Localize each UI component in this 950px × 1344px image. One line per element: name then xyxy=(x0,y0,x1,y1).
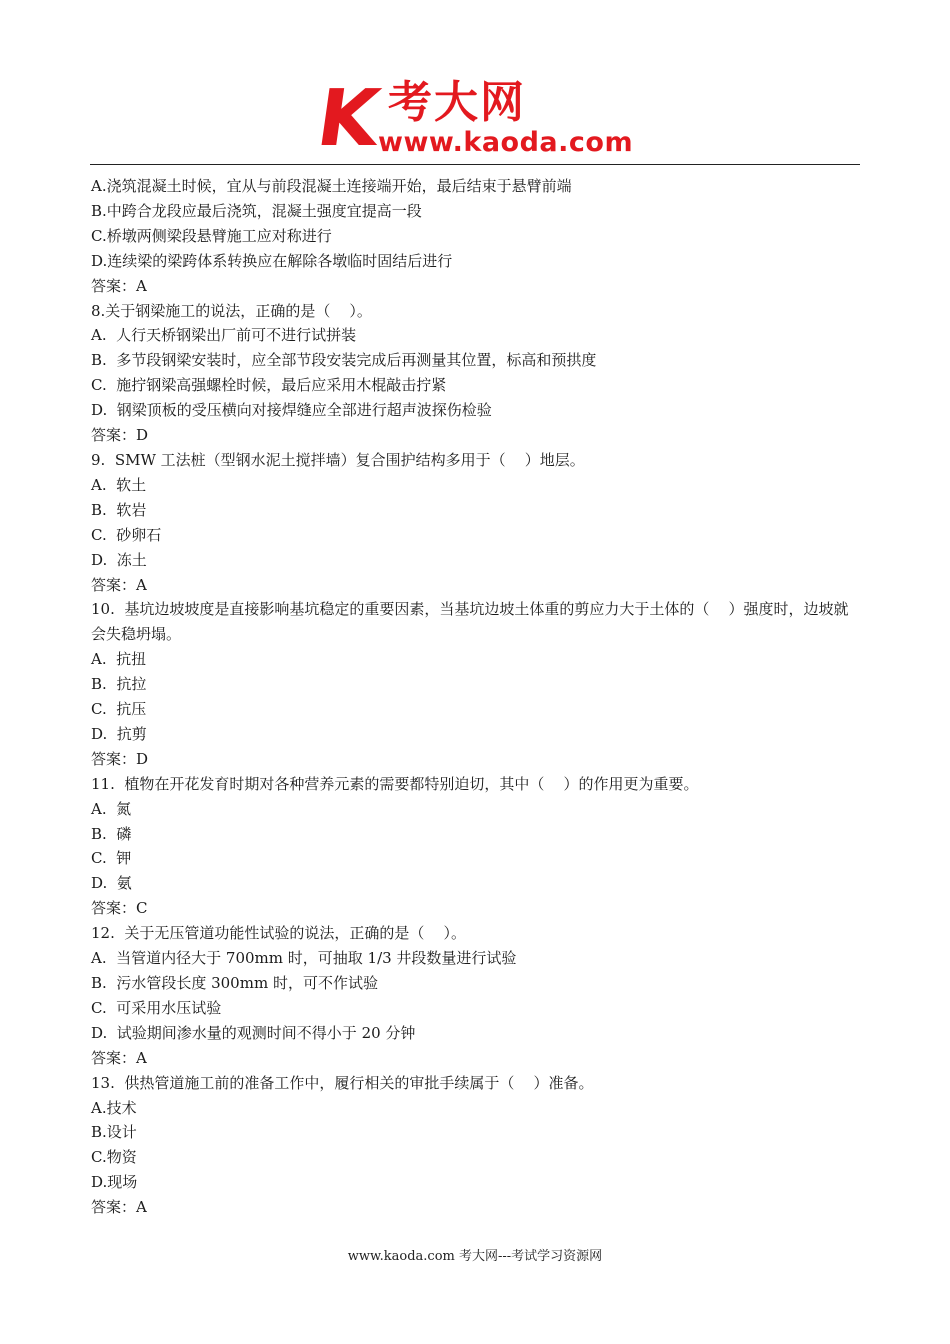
page-footer: www.kaoda.com 考大网---考试学习资源网 xyxy=(347,1249,603,1264)
answer-line: 答案：A xyxy=(91,1198,147,1217)
answer-line: 答案：A xyxy=(91,575,147,594)
option-line: C.物资 xyxy=(91,1148,137,1167)
option-line: B. 磷 xyxy=(91,824,132,843)
option-line: B. 污水管段长度 300mm 时，可不作试验 xyxy=(91,974,378,992)
option-line: B. 多节段钢梁安装时，应全部节段安装完成后再测量其位置，标高和预拱度 xyxy=(91,351,597,370)
option-line: D. 氨 xyxy=(91,874,132,893)
question-stem: 13. 供热管道施工前的准备工作中，履行相关的审批手续属于（ ）准备。 xyxy=(91,1073,594,1092)
option-line: C. 钾 xyxy=(91,849,132,868)
question-stem: 11. 植物在开花发育时期对各种营养元素的需要都特别迫切，其中（ ）的作用更为重要。 xyxy=(91,774,699,793)
option-line: C.桥墩两侧梁段悬臂施工应对称进行 xyxy=(91,226,332,245)
option-line: A.技术 xyxy=(91,1098,137,1117)
option-line: D. 钢梁顶板的受压横向对接焊缝应全部进行超声波探伤检验 xyxy=(91,401,492,420)
option-line: D.连续梁的梁跨体系转换应在解除各墩临时固结后进行 xyxy=(91,251,453,270)
kaoda-logo xyxy=(311,74,648,164)
option-line: C. 砂卵石 xyxy=(91,525,162,544)
option-line: A. 人行天桥钢梁出厂前可不进行试拼装 xyxy=(91,326,357,345)
header-divider xyxy=(90,164,860,165)
option-line: A. 氮 xyxy=(91,799,132,818)
option-line: D. 抗剪 xyxy=(91,724,147,743)
question-stem: 9. SMW 工法桩（型钢水泥土搅拌墙）复合围护结构多用于（ ）地层。 xyxy=(91,450,585,469)
option-line: C. 可采用水压试验 xyxy=(91,998,222,1017)
answer-line: 答案：D xyxy=(91,749,149,768)
option-line: C. 施拧钢梁高强螺栓时候，最后应采用木棍敲击拧紧 xyxy=(91,376,447,395)
answer-line: 答案：A xyxy=(91,1048,147,1067)
option-line: A. 抗扭 xyxy=(91,650,147,669)
option-line: D. 试验期间渗水量的观测时间不得小于 20 分钟 xyxy=(91,1023,416,1042)
question-stem: 10. 基坑边坡坡度是直接影响基坑稳定的重要因素，当基坑边坡土体重的剪应力大于土体的（ ）强度时，边坡就会失稳坍塌。 xyxy=(91,600,849,644)
option-line: B. 抗拉 xyxy=(91,675,147,694)
page-header xyxy=(0,0,950,166)
option-line: B. 软岩 xyxy=(91,500,147,519)
option-line: D. 冻土 xyxy=(91,550,147,569)
option-line: A. 当管道内径大于 700mm 时，可抽取 1/3 井段数量进行试验 xyxy=(91,949,517,968)
option-line: A.浇筑混凝土时候，宜从与前段混凝土连接端开始，最后结束于悬臂前端 xyxy=(91,177,572,195)
logo-letter: K xyxy=(311,74,385,164)
option-line: A. 软土 xyxy=(91,475,147,494)
logo-chinese-name: 考大网 xyxy=(388,77,526,128)
answer-line: 答案：C xyxy=(91,899,148,918)
option-line: B.中跨合龙段应最后浇筑，混凝土强度宜提高一段 xyxy=(91,201,422,220)
option-line: D.现场 xyxy=(91,1173,138,1192)
option-line: C. 抗压 xyxy=(91,700,147,719)
document-body xyxy=(91,174,863,1220)
answer-line: 答案：D xyxy=(91,426,149,445)
question-stem: 8.关于钢梁施工的说法，正确的是（ ）。 xyxy=(91,301,372,320)
logo-url: www.kaoda.com xyxy=(378,127,634,158)
option-line: B.设计 xyxy=(91,1123,137,1142)
answer-line: 答案：A xyxy=(91,276,147,295)
question-stem: 12. 关于无压管道功能性试验的说法，正确的是（ ）。 xyxy=(91,924,466,943)
